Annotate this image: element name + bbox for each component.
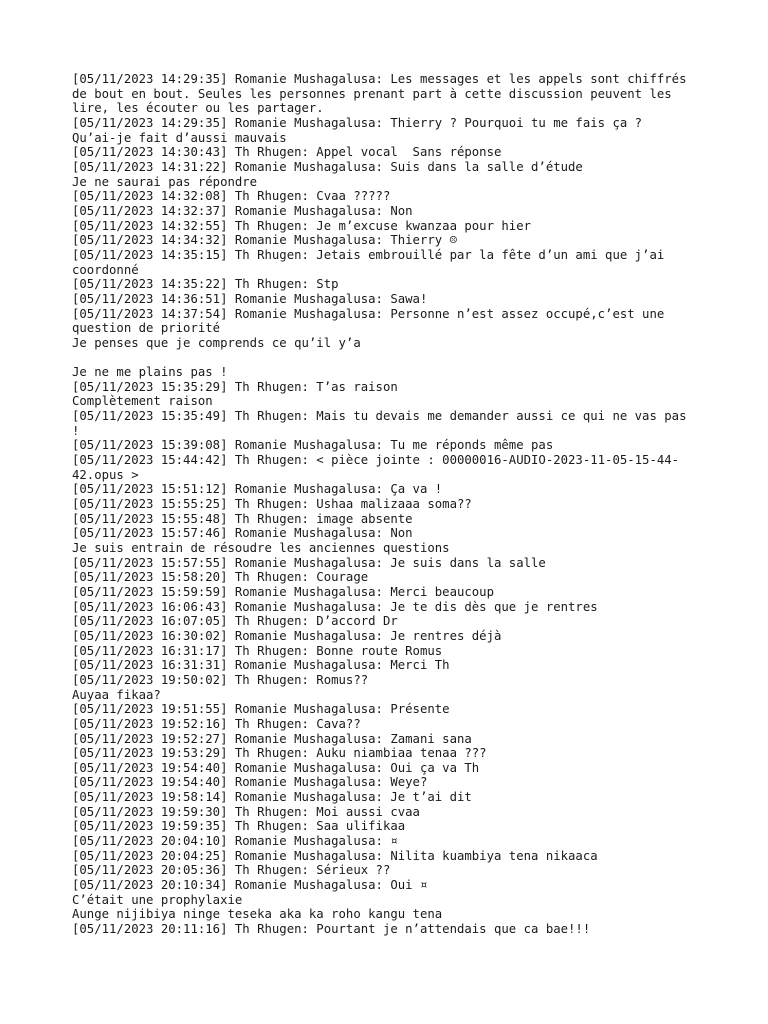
transcript-line: [05/11/2023 16:31:31] Romanie Mushagalusa: Merci Th bbox=[72, 658, 450, 673]
transcript-line: [05/11/2023 15:58:20] Th Rhugen: Courage bbox=[72, 570, 369, 585]
transcript-line: [05/11/2023 15:51:12] Romanie Mushagalusa: Ça va ! bbox=[72, 482, 443, 497]
transcript-line: [05/11/2023 15:35:49] Th Rhugen: Mais tu devais me demander aussi ce qui ne vas pas bbox=[72, 409, 687, 424]
transcript-line: Je ne saurai pas répondre bbox=[72, 174, 258, 189]
transcript-line: Je suis entrain de résoudre les anciennes questions bbox=[72, 540, 450, 555]
transcript-line: [05/11/2023 15:39:08] Romanie Mushagalusa: Tu me réponds même pas bbox=[72, 438, 554, 453]
transcript-line: [05/11/2023 19:59:35] Th Rhugen: Saa ulifikaa bbox=[72, 819, 406, 834]
transcript-line: ! bbox=[72, 423, 80, 438]
transcript-line: [05/11/2023 20:04:25] Romanie Mushagalusa: Nilita kuambiya tena nikaaca bbox=[72, 848, 598, 863]
transcript-line: [05/11/2023 19:54:40] Romanie Mushagalusa: Weye? bbox=[72, 775, 428, 790]
transcript-line: [05/11/2023 14:35:15] Th Rhugen: Jetais embrouillé par la fête d’un ami que j’ai bbox=[72, 247, 665, 262]
transcript-line: Complètement raison bbox=[72, 394, 213, 409]
transcript-line: question de priorité bbox=[72, 321, 221, 336]
transcript-line: [05/11/2023 20:05:36] Th Rhugen: Sérieux ?? bbox=[72, 863, 391, 878]
transcript-line: Je ne me plains pas ! bbox=[72, 365, 228, 380]
transcript-line: [05/11/2023 16:31:17] Th Rhugen: Bonne route Romus bbox=[72, 643, 443, 658]
transcript-line: [05/11/2023 19:52:27] Romanie Mushagalusa: Zamani sana bbox=[72, 731, 472, 746]
transcript-line: [05/11/2023 14:31:22] Romanie Mushagalusa: Suis dans la salle d’étude bbox=[72, 159, 583, 174]
transcript-line: [05/11/2023 15:57:55] Romanie Mushagalusa: Je suis dans la salle bbox=[72, 555, 546, 570]
transcript-line: [05/11/2023 14:35:22] Th Rhugen: Stp bbox=[72, 277, 339, 292]
transcript-line: [05/11/2023 16:06:43] Romanie Mushagalusa: Je te dis dès que je rentres bbox=[72, 599, 598, 614]
transcript-line: coordonné bbox=[72, 262, 139, 277]
transcript-line: de bout en bout. Seules les personnes prenant part à cette discussion peuvent les bbox=[72, 86, 672, 101]
transcript-line: [05/11/2023 15:44:42] Th Rhugen: < pièce jointe : 00000016-AUDIO-2023-11-05-15-44- bbox=[72, 453, 680, 468]
transcript-line: Aunge nijibiya ninge teseka aka ka roho kangu tena bbox=[72, 907, 443, 922]
transcript-line: [05/11/2023 16:30:02] Romanie Mushagalusa: Je rentres déjà bbox=[72, 628, 502, 643]
transcript-line: Auyaa fikaa? bbox=[72, 687, 161, 702]
transcript-line: [05/11/2023 14:29:35] Romanie Mushagalusa: Thierry ? Pourquoi tu me fais ça ? bbox=[72, 115, 643, 130]
transcript-line: [05/11/2023 15:35:29] Th Rhugen: T’as raison bbox=[72, 379, 398, 394]
transcript-line: [05/11/2023 15:55:25] Th Rhugen: Ushaa malizaaa soma?? bbox=[72, 497, 472, 512]
transcript-line: [05/11/2023 14:32:37] Romanie Mushagalusa: Non bbox=[72, 203, 413, 218]
transcript-line bbox=[72, 350, 712, 365]
transcript-line: [05/11/2023 19:59:30] Th Rhugen: Moi aussi cvaa bbox=[72, 804, 420, 819]
transcript-line: [05/11/2023 19:58:14] Romanie Mushagalusa: Je t’ai dit bbox=[72, 790, 472, 805]
transcript-line: [05/11/2023 19:54:40] Romanie Mushagalusa: Oui ça va Th bbox=[72, 760, 480, 775]
chat-transcript bbox=[72, 72, 712, 937]
transcript-line: [05/11/2023 16:07:05] Th Rhugen: D’accord Dr bbox=[72, 614, 398, 629]
transcript-line: [05/11/2023 14:32:55] Th Rhugen: Je m’excuse kwanzaa pour hier bbox=[72, 218, 532, 233]
transcript-line: [05/11/2023 19:50:02] Th Rhugen: Romus?? bbox=[72, 672, 369, 687]
transcript-line: [05/11/2023 14:34:32] Romanie Mushagalusa: Thierry ☹ bbox=[72, 233, 457, 248]
transcript-line: lire, les écouter ou les partager. bbox=[72, 101, 324, 116]
transcript-line: [05/11/2023 15:55:48] Th Rhugen: image absente bbox=[72, 511, 413, 526]
transcript-line: [05/11/2023 19:52:16] Th Rhugen: Cava?? bbox=[72, 716, 361, 731]
transcript-line: [05/11/2023 15:57:46] Romanie Mushagalusa: Non bbox=[72, 526, 413, 541]
transcript-line: 42.opus > bbox=[72, 467, 139, 482]
transcript-line: [05/11/2023 15:59:59] Romanie Mushagalusa: Merci beaucoup bbox=[72, 584, 494, 599]
transcript-line: [05/11/2023 14:30:43] Th Rhugen: Appel vocal Sans réponse bbox=[72, 145, 502, 160]
transcript-line: Qu’ai-je fait d’aussi mauvais bbox=[72, 130, 287, 145]
transcript-line: [05/11/2023 14:37:54] Romanie Mushagalusa: Personne n’est assez occupé,c’est une bbox=[72, 306, 665, 321]
transcript-line: [05/11/2023 20:11:16] Th Rhugen: Pourtant je n’attendais que ca bae!!! bbox=[72, 922, 591, 937]
transcript-line: [05/11/2023 20:04:10] Romanie Mushagalusa: ¤ bbox=[72, 834, 398, 849]
transcript-line: [05/11/2023 19:53:29] Th Rhugen: Auku niambiaa tenaa ??? bbox=[72, 746, 487, 761]
transcript-line: [05/11/2023 14:29:35] Romanie Mushagalusa: Les messages et les appels sont chiffrés bbox=[72, 72, 687, 86]
transcript-line: Je penses que je comprends ce qu’il y’a bbox=[72, 335, 361, 350]
transcript-line: [05/11/2023 20:10:34] Romanie Mushagalusa: Oui ¤ bbox=[72, 878, 428, 893]
transcript-line: [05/11/2023 14:36:51] Romanie Mushagalusa: Sawa! bbox=[72, 291, 428, 306]
transcript-line: [05/11/2023 19:51:55] Romanie Mushagalusa: Présente bbox=[72, 702, 450, 717]
transcript-line: [05/11/2023 14:32:08] Th Rhugen: Cvaa ????? bbox=[72, 189, 391, 204]
transcript-line: C’était une prophylaxie bbox=[72, 892, 243, 907]
